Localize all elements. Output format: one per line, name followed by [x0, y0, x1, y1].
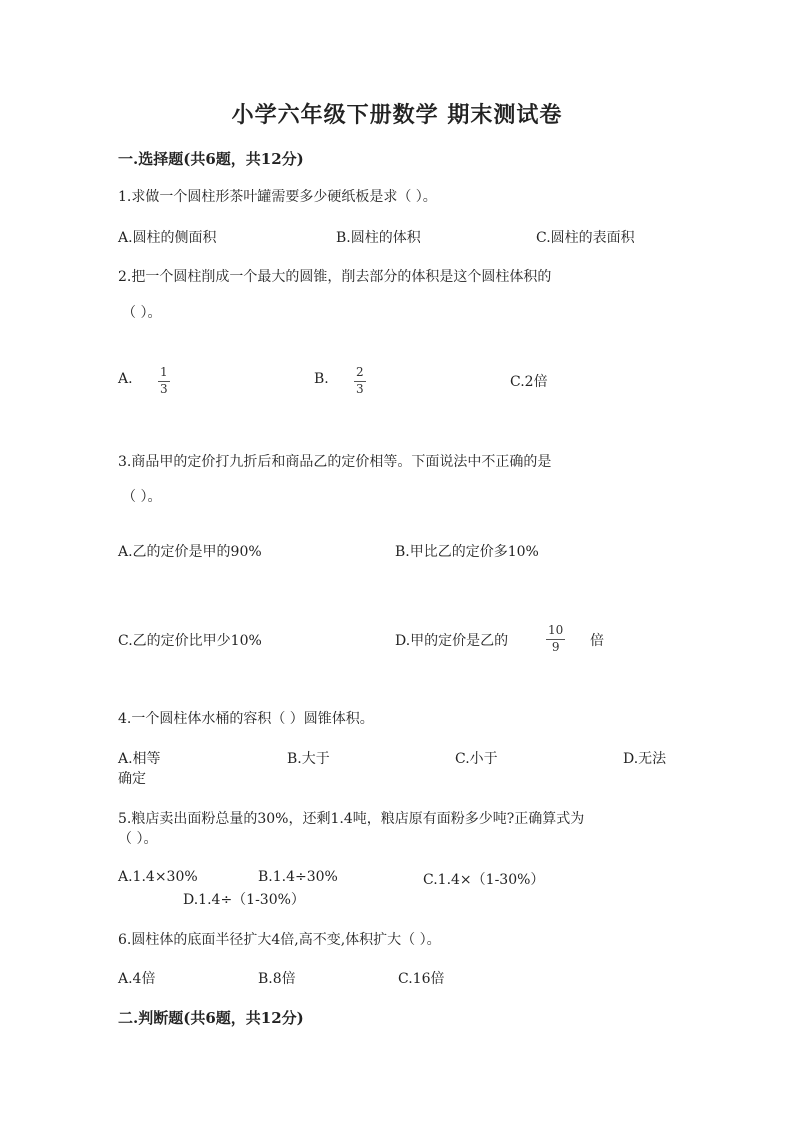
fraction-numerator: 1 [160, 365, 168, 379]
fraction-denominator: 3 [356, 382, 364, 396]
section-heading-choice: 一.选择题(共6题，共12分) [118, 150, 304, 168]
question-6-option-b: B.8倍 [258, 971, 296, 987]
question-3-option-d-fraction [546, 624, 565, 654]
question-6-option-c: C.16倍 [398, 971, 445, 987]
question-5-option-c: C.1.4×（1-30%） [423, 872, 545, 888]
question-4-stem: 4.一个圆柱体水桶的容积（ ）圆锥体积。 [118, 711, 374, 727]
question-3-option-d-suffix: 倍 [590, 633, 604, 649]
question-4-option-b: B.大于 [287, 751, 330, 767]
question-5-stem: 5.粮店卖出面粉总量的30%，还剩1.4吨，粮店原有面粉多少吨?正确算式为 [118, 811, 585, 827]
question-2-stem: 2.把一个圆柱削成一个最大的圆锥，削去部分的体积是这个圆柱体积的 [118, 269, 552, 285]
question-6-option-a: A.4倍 [118, 971, 156, 987]
question-3-stem: 3.商品甲的定价打九折后和商品乙的定价相等。下面说法中不正确的是 [118, 454, 552, 470]
question-3-option-d-label: D.甲的定价是乙的 [395, 633, 509, 649]
question-1-stem: 1.求做一个圆柱形茶叶罐需要多少硬纸板是求（ ）。 [118, 189, 437, 205]
question-2-option-b-fraction [354, 366, 366, 396]
question-1-option-b: B.圆柱的体积 [336, 230, 421, 246]
question-6-stem: 6.圆柱体的底面半径扩大4倍,高不变,体积扩大（ ）。 [118, 932, 441, 948]
fraction-denominator: 3 [160, 382, 168, 396]
question-2-option-b-label: B. [314, 371, 329, 387]
question-2-option-c: C.2倍 [510, 374, 548, 390]
section-heading-judgement: 二.判断题(共6题，共12分) [118, 1009, 304, 1027]
fraction-numerator: 2 [356, 365, 364, 379]
question-5-option-b: B.1.4÷30% [258, 869, 338, 885]
question-5-option-d: D.1.4÷（1-30%） [183, 892, 305, 908]
page-title: 小学六年级下册数学 期末测试卷 [231, 102, 563, 128]
question-3-blank: （ ）。 [122, 489, 162, 505]
question-5-blank: （ ）。 [118, 831, 158, 847]
fraction-numerator: 10 [548, 623, 564, 637]
question-2-option-a-fraction [158, 366, 170, 396]
question-4-option-c: C.小于 [455, 751, 498, 767]
question-4-option-d: D.无法 [623, 751, 667, 767]
question-3-option-a: A.乙的定价是甲的90% [118, 544, 262, 560]
question-4-option-a: A.相等 [118, 751, 161, 767]
fraction-denominator: 9 [551, 640, 560, 654]
question-5-option-a: A.1.4×30% [118, 869, 198, 885]
question-4-option-d-continued: 确定 [118, 771, 146, 787]
question-2-blank: （ ）。 [122, 305, 162, 321]
question-1-option-a: A.圆柱的侧面积 [118, 230, 217, 246]
question-3-option-b: B.甲比乙的定价多10% [395, 544, 539, 560]
question-3-option-c: C.乙的定价比甲少10% [118, 633, 262, 649]
question-1-option-c: C.圆柱的表面积 [536, 230, 635, 246]
question-2-option-a-label: A. [118, 371, 133, 387]
